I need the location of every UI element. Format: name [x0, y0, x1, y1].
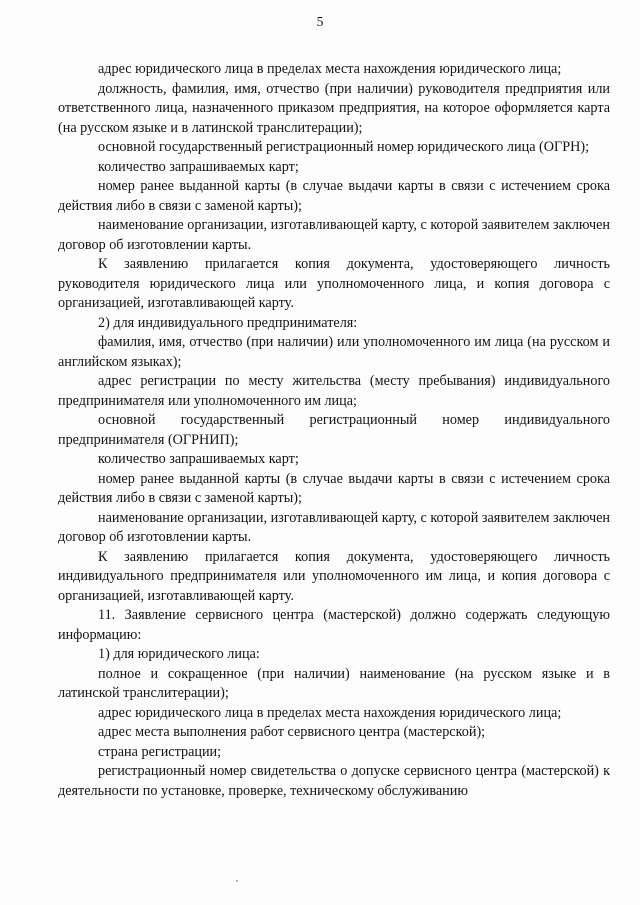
paragraph: адрес места выполнения работ сервисного центра (мастерской); [98, 724, 486, 740]
paragraph: К заявлению прилагается копия документа, удостоверяющего личность руководителя юридического лица или уполномоченного лица, и копия договора с организацией, изготавливающей карту. [58, 256, 610, 311]
paragraph: наименование организации, изготавливающей карту, с которой заявителем заключен договор об изготовлении карты. [58, 217, 610, 253]
paragraph: К заявлению прилагается копия документа, удостоверяющего личность индивидуального предпринимателя или уполномоченного им лица, и копия договора с организацией, изготавливающей карту. [58, 548, 610, 604]
paragraph: адрес регистрации по месту жительства (месту пребывания) индивидуального предпринимателя или уполномоченного им лица; [58, 373, 610, 409]
paragraph: количество запрашиваемых карт; [98, 158, 299, 175]
paragraph: основной государственный регистрационный номер индивидуального предпринимателя (ОГРНИП); [58, 412, 610, 448]
paragraph: 11. Заявление сервисного центра (мастерской) должно содержать следующую информацию: [58, 607, 610, 643]
paragraph: 1) для юридического лица: [98, 646, 260, 662]
paragraph: должность, фамилия, имя, отчество (при наличии) руководителя предприятия или ответственного лица, назначенного приказом предприятия, на которое оформляется карта (на русском языке и в латинской транслитерации); [58, 80, 610, 136]
scan-speck [236, 880, 238, 882]
paragraph: фамилия, имя, отчество (при наличии) или уполномоченного им лица (на русском и английском языках); [58, 334, 610, 370]
paragraph: страна регистрации; [98, 743, 222, 760]
paragraph: номер ранее выданной карты (в случае выдачи карты в связи с истечением срока действия либо в связи с заменой карты); [58, 178, 610, 214]
paragraph: 2) для индивидуального предпринимателя: [98, 314, 358, 331]
paragraph: количество запрашиваемых карт; [98, 451, 299, 467]
paragraph: адрес юридического лица в пределах места нахождения юридического лица; [98, 61, 562, 77]
paragraph: адрес юридического лица в пределах места нахождения юридического лица; [98, 704, 562, 721]
page-number: 5 [316, 14, 324, 29]
document-body [58, 60, 610, 801]
paragraph: наименование организации, изготавливающей карту, с которой заявителем заключен договор об изготовлении карты. [58, 509, 610, 545]
paragraph: номер ранее выданной карты (в случае выдачи карты в связи с истечением срока действия либо в связи с заменой карты); [58, 470, 610, 506]
paragraph: основной государственный регистрационный номер юридического лица (ОГРН); [98, 139, 590, 155]
paragraph: полное и сокращенное (при наличии) наименование (на русском языке и в латинской транслитерации); [58, 665, 610, 701]
paragraph: регистрационный номер свидетельства о допуске сервисного центра (мастерской) к деятельности по установке, проверке, техническому обслуживанию [58, 763, 610, 799]
